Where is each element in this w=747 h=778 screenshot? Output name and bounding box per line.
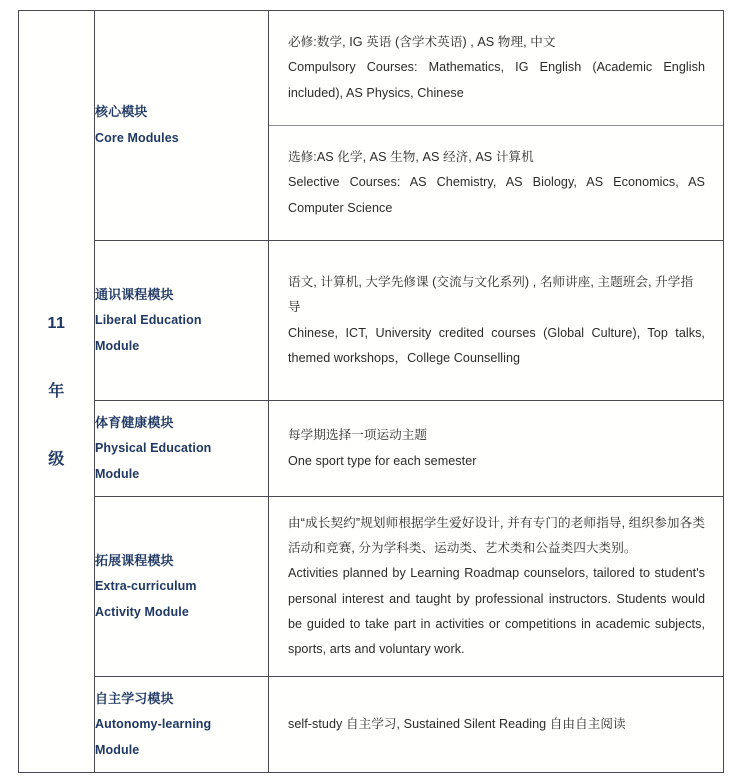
grade-cell [19,11,95,773]
module-name-pe-zh: 体育健康模块 [95,414,174,430]
liberal-content-en: Chinese, ICT, University credited courses (Global Culture), Top talks, themed workshops，College Counselling [288,325,705,365]
module-name-autonomy-zh: 自主学习模块 [95,690,174,706]
extra-content-text [269,497,723,676]
table-row-core-modules [19,11,724,241]
module-name-core-en: Core Modules [95,131,179,145]
table-row-extra-curriculum [19,497,724,677]
module-name-pe [95,410,245,488]
module-name-autonomy [95,686,245,764]
content-cell-autonomy [269,677,724,773]
module-name-extra [95,548,245,626]
grade-char-number: 11 [47,314,66,332]
module-name-extra-en: Extra-curriculum Activity Module [95,579,197,619]
module-name-liberal-zh: 通识课程模块 [95,286,174,302]
module-cell-autonomy [95,677,269,773]
module-name-core-zh: 核心模块 [95,104,148,120]
content-cell-pe [269,401,724,497]
curriculum-table [18,10,724,773]
core-selective-row [269,126,723,241]
content-cell-extra [269,497,724,677]
core-content-split [269,11,723,240]
core-compulsory-text [269,16,723,120]
module-cell-liberal [95,241,269,401]
content-cell-liberal [269,241,724,401]
liberal-content-zh: 语文, 计算机, 大学先修课 (交流与文化系列) , 名师讲座, 主题班会, 升学指导 [288,275,694,315]
core-selective-text [269,131,723,235]
module-cell-extra [95,497,269,677]
table-row-physical-education [19,401,724,497]
core-selective-cell [269,126,723,241]
module-name-pe-en: Physical Education Module [95,441,212,481]
core-compulsory-zh: 必修:数学, IG 英语 (含学术英语) , AS 物理, 中文 [288,35,556,50]
grade-char-level: 级 [48,450,65,468]
liberal-content-text [269,256,723,385]
core-compulsory-en: Compulsory Courses: Mathematics, IG English (Academic English included), AS Physics, Chinese [288,60,705,100]
content-cell-core [269,11,724,241]
module-cell-pe [95,401,269,497]
module-name-extra-zh: 拓展课程模块 [95,552,174,568]
pe-content-en: One sport type for each semester [288,453,477,468]
extra-content-en: Activities planned by Learning Roadmap counselors, tailored to student's personal interest and taught by professional instructors. Students would be guided to take part in activities or competitions in academic subjects, sports, arts and voluntary work. [288,566,705,656]
pe-content-zh: 每学期选择一项运动主题 [288,428,428,443]
module-name-autonomy-en: Autonomy-learning Module [95,717,212,757]
module-cell-core [95,11,269,241]
table-row-liberal-education [19,241,724,401]
extra-content-zh: 由“成长契约”规划师根据学生爱好设计, 并有专门的老师指导, 组织参加各类活动和竞赛, 分为学科类、运动类、艺术类和公益类四大类别。 [288,516,705,556]
pe-content-text [269,409,723,487]
core-compulsory-cell [269,11,723,126]
module-name-liberal [95,282,245,360]
module-name-core [95,99,245,151]
table-row-autonomy-learning [19,677,724,773]
autonomy-content-line: self-study 自主学习, Sustained Silent Reading 自由自主阅读 [288,717,626,732]
core-selective-zh: 选修:AS 化学, AS 生物, AS 经济, AS 计算机 [288,150,534,165]
core-selective-en: Selective Courses: AS Chemistry, AS Biology, AS Economics, AS Computer Science [288,175,705,215]
autonomy-content-text [269,698,723,751]
grade-char-year: 年 [48,382,65,400]
core-compulsory-row [269,11,723,126]
grade-label [19,290,94,494]
module-name-liberal-en: Liberal Education Module [95,313,202,353]
